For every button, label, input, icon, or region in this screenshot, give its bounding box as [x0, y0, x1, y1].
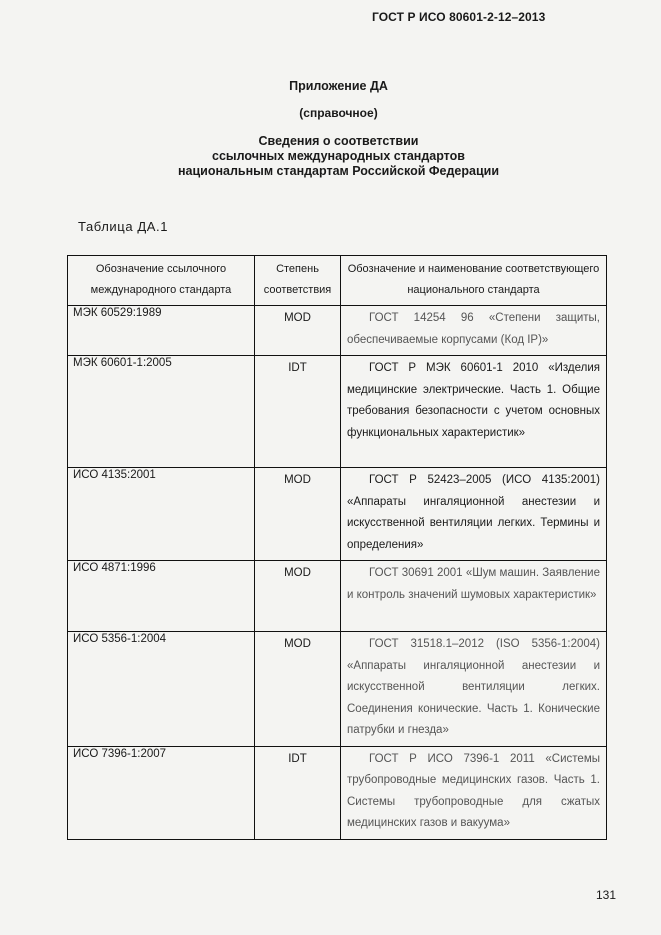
section-heading: [0, 134, 661, 179]
national-standard: ГОСТ Р МЭК 60601-1 2010 «Изделия медицинские электрические. Часть 1. Общие требования безопасности с учетом основных функциональных характеристик»: [341, 356, 607, 468]
international-code: ИСО 7396-1:2007: [68, 746, 255, 839]
heading-line: Сведения о соответствии: [258, 134, 419, 148]
table-row: [68, 632, 607, 747]
national-standard: ГОСТ 30691 2001 «Шум машин. Заявление и контроль значений шумовых характеристик»: [341, 561, 607, 632]
document-header: ГОСТ Р ИСО 80601-2-12–2013: [372, 10, 546, 24]
table-row: [68, 356, 607, 468]
national-standard: ГОСТ Р 52423–2005 (ИСО 4135:2001) «Аппараты ингаляционной анестезии и искусственной вентиляции легких. Термины и определения»: [341, 468, 607, 561]
table-row: [68, 468, 607, 561]
heading-line: ссылочных международных стандартов: [212, 149, 465, 163]
header-international-standard: Обозначение ссылочного международного стандарта: [68, 256, 255, 306]
appendix-type: (справочное): [299, 106, 378, 120]
national-standard: ГОСТ Р ИСО 7396-1 2011 «Системы трубопроводные медицинских газов. Часть 1. Системы трубопроводные для сжатых медицинских газов и вакуума»: [341, 746, 607, 839]
national-standard: ГОСТ 31518.1–2012 (ISO 5356-1:2004) «Аппараты ингаляционной анестезии и искусственной вентиляции легких. Соединения конические. Часть 1. Конические патрубки и гнезда»: [341, 632, 607, 747]
header-degree: Степень соответствия: [255, 256, 341, 306]
international-code: ИСО 4871:1996: [68, 561, 255, 632]
international-code: МЭК 60529:1989: [68, 306, 255, 356]
degree-value: MOD: [255, 468, 341, 561]
international-code: ИСО 5356-1:2004: [68, 632, 255, 747]
appendix-title: Приложение ДА: [289, 79, 388, 93]
table-header-row: [68, 256, 607, 306]
heading-line: национальным стандартам Российской Федерации: [177, 164, 500, 178]
degree-value: MOD: [255, 632, 341, 747]
table-row: [68, 561, 607, 632]
degree-value: IDT: [255, 746, 341, 839]
degree-value: MOD: [255, 306, 341, 356]
correspondence-table: [67, 255, 607, 840]
international-code: ИСО 4135:2001: [68, 468, 255, 561]
degree-value: IDT: [255, 356, 341, 468]
table-caption: Таблица ДА.1: [78, 219, 169, 234]
header-national-standard: Обозначение и наименование соответствующего национального стандарта: [341, 256, 607, 306]
table-row: [68, 306, 607, 356]
page-number: 131: [596, 888, 617, 902]
international-code: МЭК 60601-1:2005: [68, 356, 255, 468]
table-row: [68, 746, 607, 839]
degree-value: MOD: [255, 561, 341, 632]
national-standard: ГОСТ 14254 96 «Степени защиты, обеспечиваемые корпусами (Код IP)»: [341, 306, 607, 356]
